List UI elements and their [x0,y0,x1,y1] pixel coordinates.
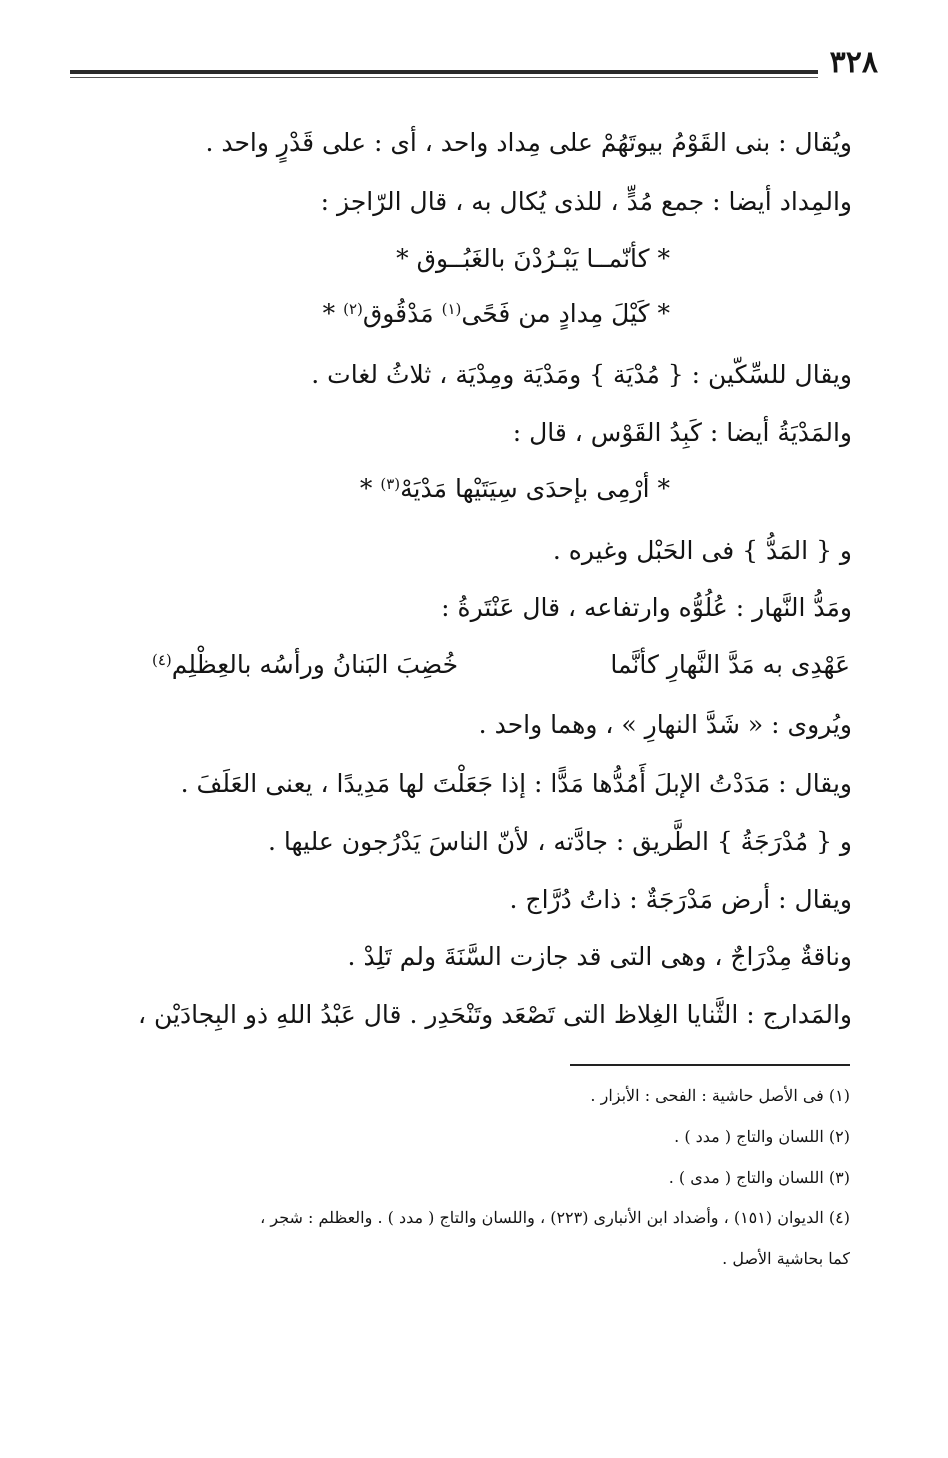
footnote-4-line-1: (٤) الديوان (١٥١) ، وأضداد ابن الأنبارى (٢٢٣) ، واللسان والتاج ( مدد ) . والعظلم : شجر ، [260,1208,850,1227]
poem-hemistich-left [152,650,458,680]
footnote-rule [570,1064,850,1066]
verse-line-2 [323,299,670,329]
footnote-ref-3: (٣) [380,475,401,493]
body-line-3: ويقال للسِّكّين : { مُدْيَة } ومَدْيَة ومِدْيَة ، ثلاثُ لغات . [311,360,852,389]
verse-line-3 [360,474,670,504]
footnote-2: (٢) اللسان والتاج ( مدد ) . [674,1127,850,1146]
body-line-6: ومَدُّ النَّهار : عُلُوُّه وارتفاعه ، قال عَنْتَرةُ : [441,593,852,622]
verse-line-2-part-3: * [322,299,344,328]
header-rule-thin [70,77,818,78]
poem-hemistich-left-text: خُضِبَ البَنانُ ورأسُه بالعِظْلِم [171,650,459,679]
body-line-2: والمِداد أيضا : جمع مُدٍّ ، للذى يُكال به ، قال الرّاجز : [320,187,852,216]
body-line-8: ويقال : مَدَدْتُ الإبلَ أَمُدُّها مَدًّا : إذا جَعَلْتَ لها مَدِيدًا ، يعنى العَلَفَ . [180,769,852,798]
header-rule [70,70,818,74]
body-line-11: وناقةٌ مِدْرَاجٌ ، وهى التى قد جازت السَّنَةَ ولم تَلِدْ . [347,942,852,971]
body-line-5: و { المَدُّ } فى الحَبْل وغيره . [552,536,852,565]
footnote-1: (١) فى الأصل حاشية : الفحى : الأبزار . [590,1086,850,1105]
footnote-4-line-2: كما بحاشية الأصل . [722,1249,850,1268]
verse-line-3-part-2: * [359,474,381,503]
verse-line-2-part-2: مَدْقُوق [362,299,442,328]
verse-line-3-part-1: * أرْمِى بإحدَى سِيَتَيْها مَدْيَهْ [400,474,670,503]
verse-line-1: * كأنّمــا يَبْـرُدْنَ بالغَبُــوق * [396,244,670,273]
footnote-ref-1: (١) [441,300,462,318]
footnote-3: (٣) اللسان والتاج ( مدى ) . [668,1168,850,1187]
body-line-12: والمَدارج : الثَّنايا الغِلاظ التى تَصْعَد وتَنْحَدِر . قال عَبْدُ اللهِ ذو البِجادَيْن ، [137,1000,852,1029]
body-line-4: والمَدْيَةُ أيضا : كَبِدُ القَوْس ، قال : [512,418,852,447]
body-line-10: ويقال : أرض مَدْرَجَةٌ : ذاتُ دُرَّاج . [509,885,852,914]
poem-hemistich-right: عَهْدِى به مَدَّ النَّهارِ كأنَّما [610,650,850,679]
verse-line-2-part-1: * كَيْلَ مِدادٍ من فَحًى [461,299,670,328]
body-line-1: ويُقال : بنى القَوْمُ بيوتَهُمْ على مِداد واحد ، أى : على قَدْرٍ واحد . [205,128,852,157]
body-line-7: ويُروى : « شَدَّ النهارِ » ، وهما واحد . [478,710,852,739]
page-number: ٣٢٨ [829,45,878,80]
footnote-ref-4: (٤) [152,651,172,669]
footnote-ref-2: (٢) [343,300,363,318]
body-line-9: و { مُدْرَجَةُ } الطَّريق : جادَّته ، لأنّ الناسَ يَدْرُجون عليها . [268,827,852,856]
